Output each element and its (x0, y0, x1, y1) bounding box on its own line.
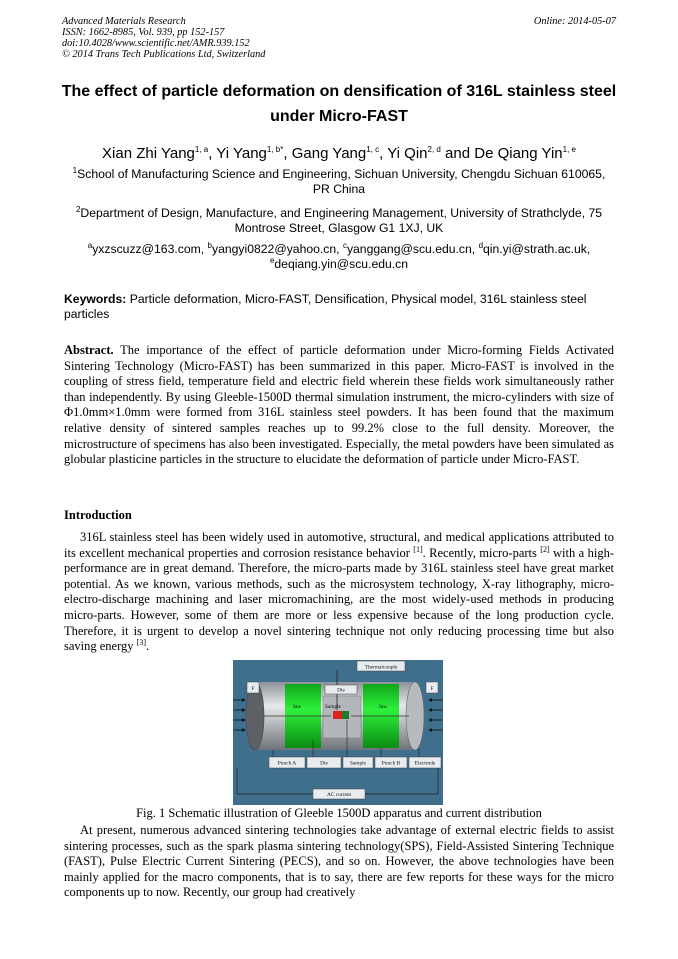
title-line-2: under Micro-FAST (270, 108, 408, 125)
figure-1-schematic (233, 660, 443, 805)
intro-paragraph-2: At present, numerous advanced sintering technologies take advantage of external electric fields to assist sintering processes, such as the spark plasma sintering technology(SPS), Field-Assisted Sintering Technique (FAST), Pulse Electric Current Sintering (PECS), and so on. However, the above technologies have been mainly applied for the macro components, that is to say, there are few reports for these ways for the micro components up to now. Recently, our group had creatively (64, 823, 614, 900)
copyright-line: © 2014 Trans Tech Publications Ltd, Switzerland (62, 49, 266, 60)
journal-name: Advanced Materials Research (62, 16, 186, 27)
issn-line: ISSN: 1662-8985, Vol. 939, pp 152-157 (62, 27, 225, 38)
online-date: Online: 2014-05-07 (533, 16, 616, 27)
label-jaw-right: Jaw (378, 704, 388, 710)
email[interactable]: $^a$yxzscuzz@163.com, (87, 240, 208, 256)
label-ac-current: AC current (326, 792, 352, 798)
author: Xian Zhi Yang$^{1, a}$, (102, 145, 217, 162)
affiliation-1: $^1$School of Manufacturing Science and Engineering, Sichuan University, Chengdu Sichuan 610065, PR China (72, 165, 606, 196)
email[interactable]: $^d$qin.yi@strath.ac.uk, (478, 240, 591, 256)
author: Yi Yang$^{1, b*}$, (216, 145, 292, 162)
label-force-left: F (251, 686, 255, 692)
label-die: Die (320, 760, 328, 767)
gleeble-apparatus-diagram (233, 660, 443, 805)
email[interactable]: $^e$deqiang.yin@scu.edu.cn (269, 255, 409, 271)
affiliation-2: $^2$Department of Design, Manufacture, and Engineering Management, University of Strathclyde, 75 Montrose Street, Glasgow G1 1XJ, UK (75, 204, 603, 235)
label-punch-a: Punch A (277, 760, 297, 767)
punch-green (342, 711, 349, 719)
label-sample-box: Sample (349, 760, 367, 767)
label-jaw-left: Jaw (292, 704, 302, 710)
figure-1-caption: Fig. 1 Schematic illustration of Gleeble 1500D apparatus and current distribution (136, 806, 542, 820)
label-sample: Sample (324, 704, 342, 710)
title-line-1: The effect of particle deformation on densification of 316L stainless steel (61, 83, 617, 100)
author: Yi Qin$^{2, d}$ and (387, 145, 475, 162)
label-electrode: Electrode (414, 760, 436, 767)
label-thermocouple: Thermalcouple (364, 664, 398, 671)
abstract-text: The importance of the effect of particle deformation under Micro-forming Fields Activated Sintering Technology (Micro-FAST) has been summarized in this paper. Micro-FAST is involved in the coupling of stress field, temperature field and electric field wherein these fields work simultaneously rather than independently. By using Gleeble-1500D thermal simulation instrument, the micro-cylinders with size of Φ1.0mm×1.0mm were formed from 316L stainless steel powders. It has been found that the maximum relative density of sintered samples reaches up to 99.2% close to the full density. Moreover, the microstructure of specimens has also been investigated. Especially, the metal powders have been simulated as globular plasticine particles in the structure to elucidate the deformation of particle under Micro-FAST. (64, 343, 614, 467)
doi-line: doi:10.4028/www.scientific.net/AMR.939.152 (62, 38, 250, 49)
section-heading-introduction: Introduction (64, 508, 132, 522)
intro-paragraph-1: 316L stainless steel has been widely used in automotive, structural, and medical applications attributed to its excellent mechanical properties and corrosion resistance behavior [1]. Recently, micro-parts [2] with a high-performance are in great demand. Therefore, the micro-parts made by 316L stainless steel have great market potential. As we known, various methods, such as the microsystem technology, X-ray lithography, micro-electro-discharge machining and laser micromachining, are the most widely-used methods in producing micro-parts. However, some of them are more or less expensive because of the long production cycle. Therefore, it is urgent to develop a novel sintering technique not only reducing processing time but also saving energy [3]. (64, 530, 614, 654)
label-punch-b: Punch B (381, 760, 401, 767)
citation[interactable]: [3] (136, 638, 146, 647)
keywords-text: Particle deformation, Micro-FAST, Densification, Physical model, 316L stainless steel particles (64, 292, 587, 321)
citation[interactable]: [1] (413, 544, 423, 554)
label-force-right: F (430, 686, 434, 692)
author: De Qiang Yin$^{1, e}$ (474, 145, 576, 162)
running-header (62, 16, 616, 60)
abstract-label: Abstract. (64, 343, 114, 357)
label-die-top: Die (337, 687, 345, 694)
citation[interactable]: [2] (540, 544, 550, 554)
sample-red (333, 711, 342, 719)
author: Gang Yang$^{1, c}$, (291, 145, 388, 162)
author-list (40, 144, 638, 164)
abstract (64, 343, 614, 468)
keywords-label: Keywords: (64, 292, 127, 306)
email[interactable]: $^b$yangyi0822@yahoo.cn, (207, 240, 343, 256)
email-list (50, 242, 628, 272)
email[interactable]: $^c$yanggang@scu.edu.cn, (342, 240, 479, 256)
keywords (64, 292, 614, 322)
paper-title (40, 79, 638, 129)
